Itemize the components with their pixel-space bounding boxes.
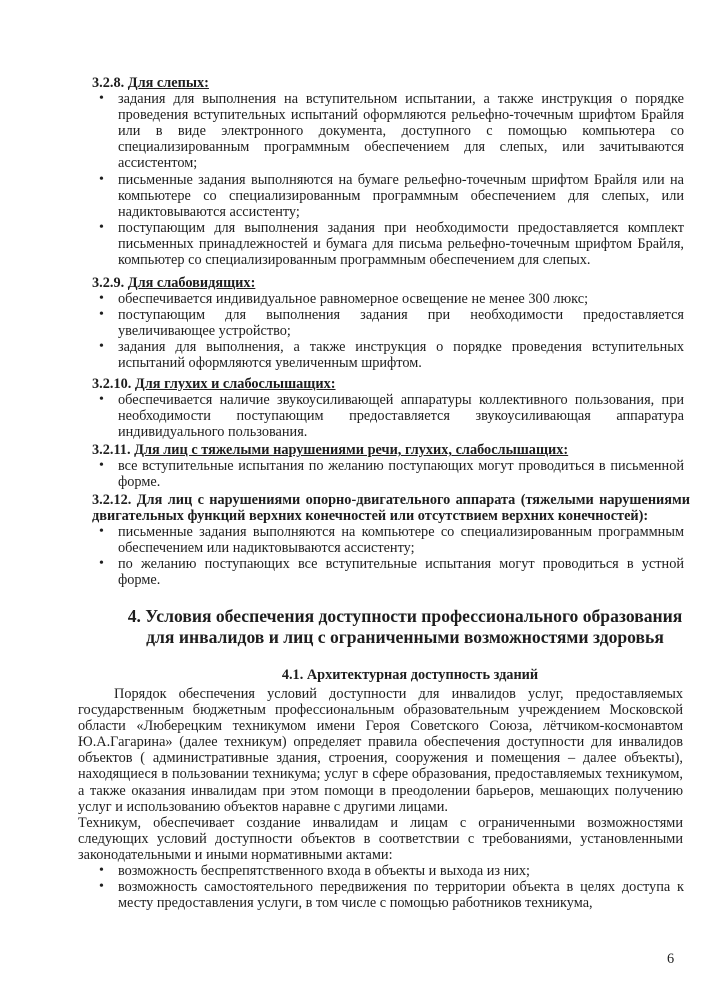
list-item-text: обеспечивается наличие звукоусиливающей аппаратуры коллективного пользования, при необходимости поступающим предоставляется звукоусиливающая аппаратура индивидуального пользования. bbox=[118, 392, 684, 441]
list-item bbox=[99, 524, 684, 557]
bullet-icon: • bbox=[99, 392, 104, 408]
list-item-text: возможность самостоятельного передвижения по территории объекта в целях доступа к месту предоставления услуги, в том числе с помощью работников техникума, bbox=[118, 879, 684, 912]
section-3-2-9 bbox=[0, 275, 692, 372]
list-item-text: обеспечивается индивидуальное равномерное освещение не менее 300 люкс; bbox=[118, 291, 589, 308]
list-item bbox=[99, 879, 684, 912]
section-heading bbox=[92, 275, 692, 291]
section-title: Для лиц с нарушениями опорно-двигательного аппарата (тяжелыми нарушениями двигательных функций верхних конечностей или отсутствием верхних конечностей): bbox=[92, 492, 691, 525]
bullet-icon: • bbox=[99, 863, 104, 878]
bullet-icon: • bbox=[99, 339, 104, 355]
section-heading bbox=[92, 75, 692, 91]
subsection-heading: 4.1. Архитектурная доступность зданий bbox=[281, 667, 539, 683]
bullet-icon: • bbox=[99, 556, 104, 572]
section-heading bbox=[92, 376, 692, 392]
section-heading bbox=[92, 442, 692, 458]
bullet-icon: • bbox=[99, 524, 104, 540]
list-item-text: возможность беспрепятственного входа в объекты и выхода из них; bbox=[118, 863, 531, 879]
paragraph-text: Порядок обеспечения условий доступности для инвалидов услуг, предоставляемых государственным бюджетным профессиональным образовательным учреждением Московской области «Люберецким техникумом имени Героя Советского Союза, лётчиком-космонавтом Ю.А.Гагарина» (далее техникум) определяет правила обеспечения доступности для инвалидов объектов ( административные здания, строения, сооружения и помещения – далее объекты), находящиеся в пользовании техникума; услуг в сфере образования, предоставляемых техникумом, а также оказания инвалидам при этом помощи в преодолении барьеров, мешающих получению услуг и использованию объектов наравне с другими лицами. bbox=[78, 686, 683, 815]
bullet-list bbox=[0, 291, 692, 371]
list-item bbox=[99, 392, 684, 441]
chapter-heading: 4. Условия обеспечения доступности профессионального образования для инвалидов и лиц с ограниченными возможностями здоровья bbox=[127, 606, 683, 647]
section-title: Для слепых: bbox=[127, 75, 209, 91]
body-paragraph bbox=[78, 815, 683, 863]
list-item bbox=[99, 863, 684, 879]
list-item-text: все вступительные испытания по желанию поступающих могут проводиться в письменной форме. bbox=[118, 458, 684, 491]
bullet-list bbox=[0, 524, 690, 588]
section-number: 3.2.8. bbox=[92, 75, 125, 91]
section-3-2-10 bbox=[0, 376, 692, 440]
bullet-icon: • bbox=[99, 307, 104, 323]
list-item-text: задания для выполнения, а также инструкция о порядке проведения вступительных испытаний оформляются увеличенным шрифтом. bbox=[118, 339, 684, 372]
list-item-text: задания для выполнения на вступительном испытании, а также инструкция о порядке проведения вступительных испытаний оформляются рельефно-точечным шрифтом Брайля или в виде электронного документа, доступного с помощью компьютера со специализированным программным обеспечением для слепых, или зачитываются ассистентом; bbox=[118, 91, 684, 172]
list-item-text: по желанию поступающих все вступительные испытания могут проводиться в устной форме. bbox=[118, 556, 684, 589]
list-item-text: письменные задания выполняются на компьютере со специализированным программным обеспечением или надиктовываются ассистенту; bbox=[118, 524, 684, 557]
list-item bbox=[99, 219, 684, 269]
section-number: 3.2.12. bbox=[92, 492, 132, 508]
list-item bbox=[99, 91, 684, 172]
section-title: Для слабовидящих: bbox=[127, 275, 256, 291]
bullet-list bbox=[0, 863, 684, 911]
bullet-list bbox=[0, 458, 692, 490]
page-number: 6 bbox=[667, 951, 675, 967]
section-number: 3.2.10. bbox=[92, 376, 132, 392]
body-paragraph bbox=[78, 686, 683, 815]
list-item bbox=[99, 339, 684, 372]
list-item bbox=[99, 307, 684, 340]
bullet-list bbox=[0, 392, 692, 440]
section-3-2-8 bbox=[0, 75, 692, 268]
bullet-icon: • bbox=[99, 91, 104, 107]
paragraph-text: Техникум, обеспечивает создание инвалидам и лицам с ограниченными возможностями следующих условий доступности объектов в соответствии с требованиями, установленными законодательными и иными нормативными актами: bbox=[78, 815, 683, 864]
section-title: Для лиц с тяжелыми нарушениями речи, глухих, слабослышащих: bbox=[134, 442, 569, 458]
bullet-icon: • bbox=[99, 879, 104, 895]
list-item-text: письменные задания выполняются на бумаге рельефно-точечным шрифтом Брайля или на компьютере со специализированным программным обеспечением для слепых, или надиктовываются ассистенту; bbox=[118, 171, 684, 220]
section-3-2-12 bbox=[0, 492, 690, 589]
section-3-2-11 bbox=[0, 442, 692, 490]
list-item-text: поступающим для выполнения задания при необходимости предоставляется комплект письменных принадлежностей и бумага для письма рельефно-точечным шрифтом Брайля, компьютер со специализированным программным обеспечением для слепых. bbox=[118, 219, 684, 269]
bullet-icon: • bbox=[99, 458, 104, 474]
section-number: 3.2.11. bbox=[92, 442, 131, 458]
requirements-list bbox=[0, 863, 684, 911]
bullet-icon: • bbox=[99, 219, 104, 235]
list-item-text: поступающим для выполнения задания при необходимости предоставляется увеличивающее устройство; bbox=[118, 307, 684, 340]
list-item bbox=[99, 171, 684, 220]
section-title: Для глухих и слабослышащих: bbox=[134, 376, 336, 392]
list-item bbox=[99, 291, 684, 308]
list-item bbox=[99, 458, 684, 491]
list-item bbox=[99, 556, 684, 589]
section-number: 3.2.9. bbox=[92, 275, 125, 291]
bullet-list bbox=[0, 91, 692, 268]
bullet-icon: • bbox=[99, 291, 104, 307]
section-heading bbox=[92, 492, 690, 524]
bullet-icon: • bbox=[99, 171, 104, 187]
